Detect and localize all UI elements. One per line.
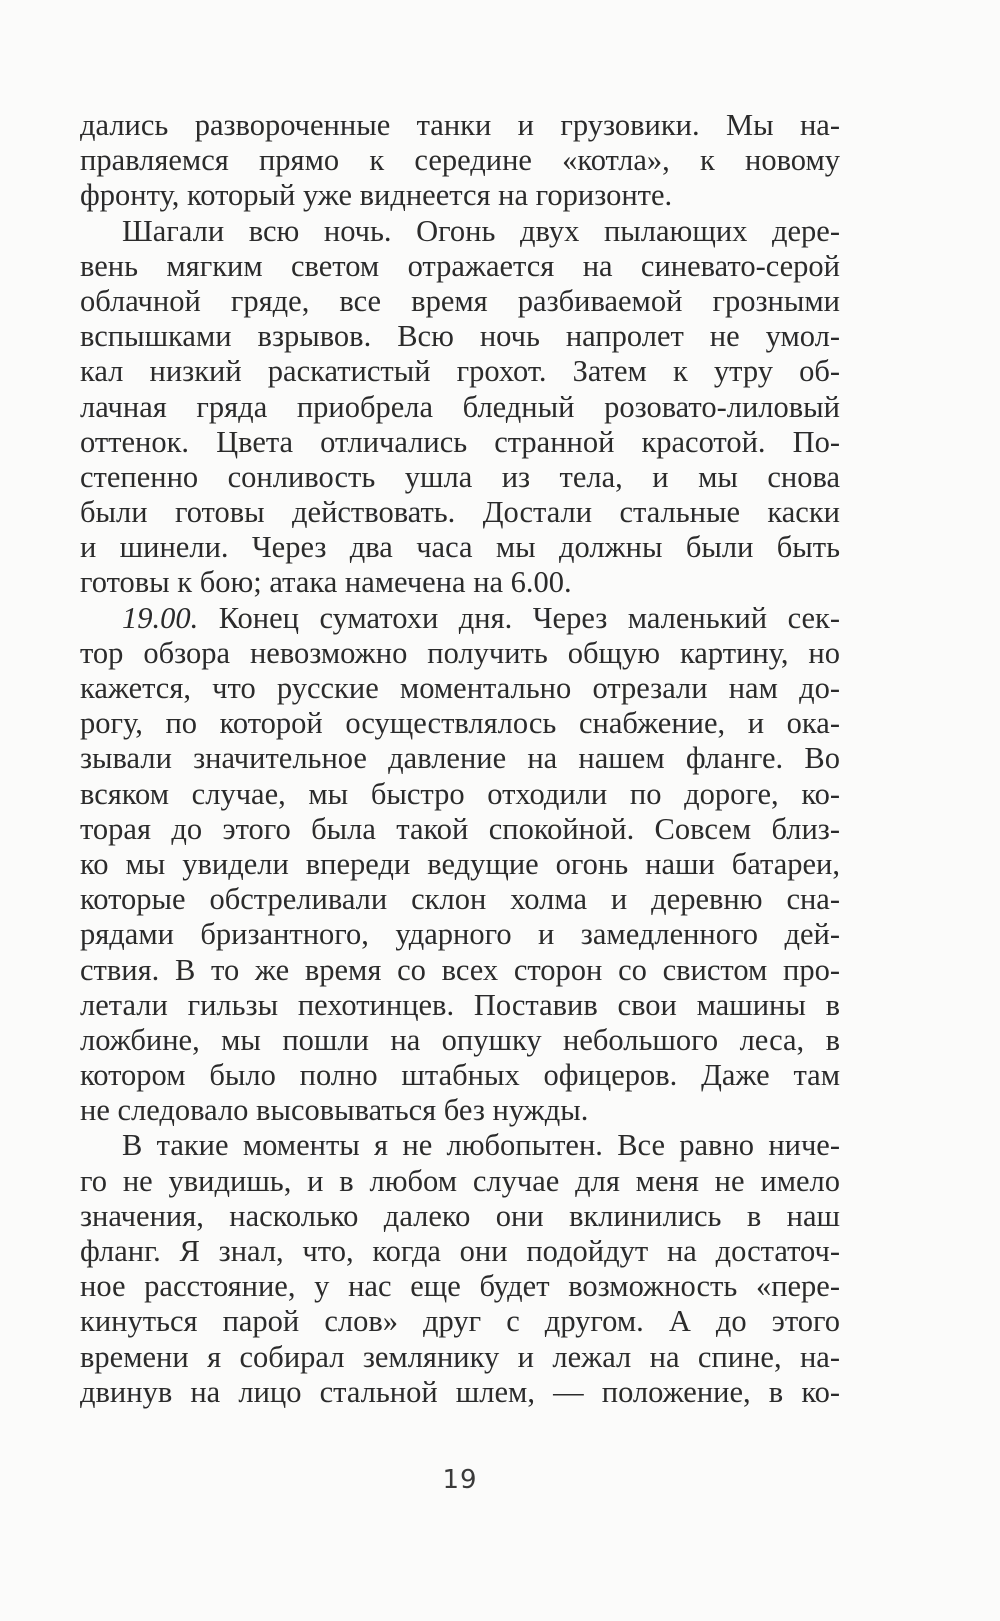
text-line: В такие моменты я не любопытен. Все равно ниче-	[122, 1128, 840, 1163]
text-line: оттенок. Цвета отличались странной красотой. По-	[80, 424, 840, 459]
text-line: торая до этого была такой спокойной. Совсем близ-	[80, 811, 840, 846]
page-number: 19	[442, 1465, 478, 1495]
text-line: ложбине, мы пошли на опушку небольшого леса, в	[80, 1022, 840, 1057]
paragraph-2	[80, 214, 840, 601]
text-line: вспышками взрывов. Всю ночь напролет не умол-	[80, 319, 840, 354]
body-text	[80, 108, 840, 1410]
text-line: степенно сонливость ушла из тела, и мы снова	[80, 459, 840, 494]
text-line: кажется, что русские моментально отрезали нам до-	[80, 671, 840, 705]
text-line: го не увидишь, и в любом случае для меня не имело	[80, 1163, 840, 1198]
text-line: которые обстреливали склон холма и деревню сна-	[80, 882, 840, 917]
text-line: вень мягким светом отражается на синевато-серой	[80, 248, 840, 283]
paragraph-1	[80, 108, 840, 214]
paragraph-4	[80, 1128, 840, 1410]
text-line: не следовало высовываться без нужды.	[80, 1093, 589, 1128]
entry-time: 19.00.	[122, 600, 199, 635]
text-line: фланг. Я знал, что, когда они подойдут на достаточ-	[80, 1234, 840, 1268]
text-line: ное расстояние, у нас еще будет возможность «пере-	[80, 1269, 840, 1304]
text-line: ко мы увидели впереди ведущие огонь наши батареи,	[80, 846, 840, 881]
text-line: тор обзора невозможно получить общую картину, но	[80, 635, 840, 670]
text-line: дались развороченные танки и грузовики. Мы на-	[80, 108, 840, 142]
text-line: всяком случае, мы быстро отходили по дороге, ко-	[80, 776, 840, 811]
text-line: зывали значительное давление на нашем фланге. Во	[80, 741, 840, 776]
text-line: лачная гряда приобрела бледный розовато-лиловый	[80, 389, 840, 424]
text-line: облачной гряде, все время разбиваемой грозными	[80, 283, 840, 318]
text-line	[80, 601, 840, 636]
paragraph-3	[80, 601, 840, 1129]
text-line: времени я собирал землянику и лежал на спине, на-	[80, 1339, 840, 1374]
text-line: и шинели. Через два часа мы должны были быть	[80, 530, 840, 565]
text-line: рядами бризантного, ударного и замедленного дей-	[80, 917, 840, 952]
text-line: фронту, который уже виднеется на горизонте.	[80, 178, 673, 213]
text-line: летали гильзы пехотинцев. Поставив свои машины в	[80, 987, 840, 1022]
text-line: кал низкий раскатистый грохот. Затем к утру об-	[80, 354, 840, 389]
text-line: правляемся прямо к середине «котла», к новому	[80, 143, 840, 178]
text-line: кинуться парой слов» друг с другом. А до этого	[80, 1304, 840, 1339]
text-line: готовы к бою; атака намечена на 6.00.	[80, 565, 572, 600]
text-line: котором было полно штабных офицеров. Даже там	[80, 1058, 840, 1093]
text-line: двинув на лицо стальной шлем, — положение, в ко-	[80, 1374, 840, 1409]
text-line: рогу, по которой осуществлялось снабжение, и ока-	[80, 706, 840, 741]
text-line: значения, насколько далеко они вклинились в наш	[80, 1198, 840, 1233]
text-line: ствия. В то же время со всех сторон со свистом про-	[80, 952, 840, 987]
entry-text: Конец суматохи дня. Через маленький сек-	[198, 600, 840, 635]
text-line: были готовы действовать. Достали стальные каски	[80, 495, 840, 530]
text-line: Шагали всю ночь. Огонь двух пылающих дере-	[122, 213, 840, 248]
